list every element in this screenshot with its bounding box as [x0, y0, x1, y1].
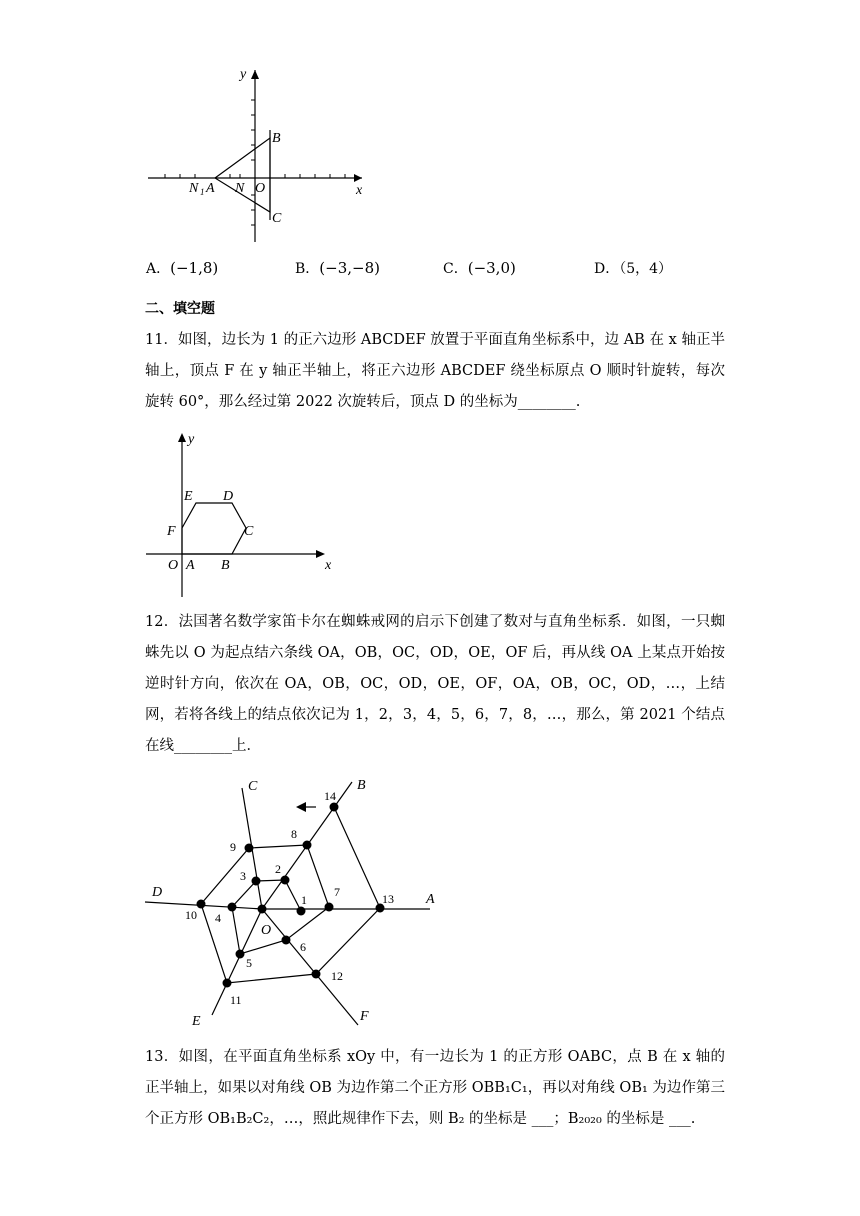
figure-2-hexagon — [140, 425, 360, 605]
node-label-7: 7 — [334, 885, 340, 899]
fig1-label-n: N — [235, 181, 245, 196]
node-11 — [223, 979, 232, 988]
section-title: 二、填空题 — [145, 301, 215, 317]
option-b-value: (−3,−8) — [319, 259, 380, 277]
question-11: 11．如图，边长为 1 的正六边形 ABCDEF 放置于平面直角坐标系中，边 AB 在 x 轴正半轴上，顶点 F 在 y 轴正半轴上，将正六边形 ABCDEF 绕坐标原点 O 顺时针旋转，每次旋转 60°，那么经过第 2022 次旋转后，顶点 D 的坐标为________. — [145, 332, 725, 410]
node-5 — [236, 950, 245, 959]
node-label-12: 12 — [331, 969, 343, 983]
node-label-10: 10 — [185, 908, 197, 922]
fig1-label-c: C — [272, 211, 282, 226]
node-label-4: 4 — [215, 911, 221, 925]
fig1-label-o: O — [255, 181, 266, 196]
option-d-value: （5，4） — [619, 261, 673, 277]
node-6 — [282, 936, 291, 945]
node-7 — [325, 903, 334, 912]
fig1-label-y: y — [240, 67, 247, 82]
node-8 — [303, 841, 312, 850]
node-label-6: 6 — [300, 940, 306, 954]
hexagon-abcdef — [182, 503, 246, 554]
fig1-label-a: A — [206, 181, 215, 196]
option-c-value: (−3,0) — [467, 259, 516, 277]
triangle-abc — [215, 138, 270, 212]
node-o — [258, 905, 267, 914]
node-3 — [252, 877, 261, 886]
node-12 — [312, 970, 321, 979]
node-9 — [245, 844, 254, 853]
fig2-label-a: A — [186, 558, 195, 573]
node-label-8: 8 — [291, 827, 297, 841]
node-1 — [297, 907, 306, 916]
fig2-label-f: F — [167, 524, 176, 539]
ray-label-f: F — [360, 1009, 369, 1024]
node-14 — [330, 803, 339, 812]
fig2-label-o: O — [168, 558, 179, 573]
center-label-o: O — [261, 923, 272, 938]
fig2-label-d: D — [223, 489, 234, 504]
fig2-label-e: E — [184, 489, 193, 504]
ray-label-d: D — [152, 885, 163, 900]
ray-label-c: C — [248, 779, 258, 794]
node-4 — [228, 903, 237, 912]
ray-label-b: B — [357, 778, 366, 793]
node-label-1: 1 — [301, 893, 307, 907]
option-a: A．(−1,8) — [146, 259, 219, 277]
node-10 — [197, 900, 206, 909]
fig1-label-b: B — [272, 131, 281, 146]
node-label-5: 5 — [246, 956, 252, 970]
option-b: B．(−3,−8) — [295, 259, 380, 277]
fig1-label-x: x — [356, 183, 363, 198]
option-d: D．（5，4） — [594, 261, 673, 277]
fig2-label-x: x — [325, 558, 332, 573]
question-13: 13．如图，在平面直角坐标系 xOy 中，有一边长为 1 的正方形 OABC，点 B 在 x 轴的正半轴上，如果以对角线 OB 为边作第二个正方形 OBB₁C₁，再以对角线 OB₁ 为边作第三个正方形 OB₁B₂C₂，…，照此规律作下去，则 B₂ 的坐标是 ___；B₂₀₂₀ 的坐标是 ___. — [145, 1049, 725, 1127]
figure-3-spider-web — [140, 770, 450, 1030]
figure-1-triangle — [140, 60, 380, 250]
node-label-2: 2 — [275, 862, 281, 876]
node-label-13: 13 — [382, 892, 394, 906]
ray-label-e: E — [192, 1014, 201, 1029]
ray-label-a: A — [426, 892, 435, 907]
fig2-label-y: y — [188, 432, 195, 447]
fig2-label-c: C — [244, 524, 254, 539]
node-label-11: 11 — [230, 993, 242, 1007]
option-a-value: (−1,8) — [170, 259, 219, 277]
node-label-3: 3 — [240, 869, 246, 883]
fig1-label-n1-sub: 1 — [200, 187, 205, 197]
node-2 — [281, 876, 290, 885]
fig1-label-n1: N — [189, 181, 199, 196]
node-label-9: 9 — [230, 840, 236, 854]
node-label-14: 14 — [324, 789, 336, 803]
option-c: C．(−3,0) — [443, 259, 516, 277]
fig2-label-b: B — [221, 558, 230, 573]
question-12: 12．法国著名数学家笛卡尔在蜘蛛戒网的启示下创建了数对与直角坐标系．如图，一只蜘蛛先以 O 为起点结六条线 OA，OB，OC，OD，OE，OF 后，再从线 OA 上某点开始按逆时针方向，依次在 OA，OB，OC，OD，OE，OF，OA，OB，OC，OD，…，上结网，若将各线上的结点依次记为 1，2，3，4，5，6，7，8，…，那么，第 2021 个结点在线________上． — [145, 614, 725, 754]
ray-of — [262, 909, 358, 1025]
